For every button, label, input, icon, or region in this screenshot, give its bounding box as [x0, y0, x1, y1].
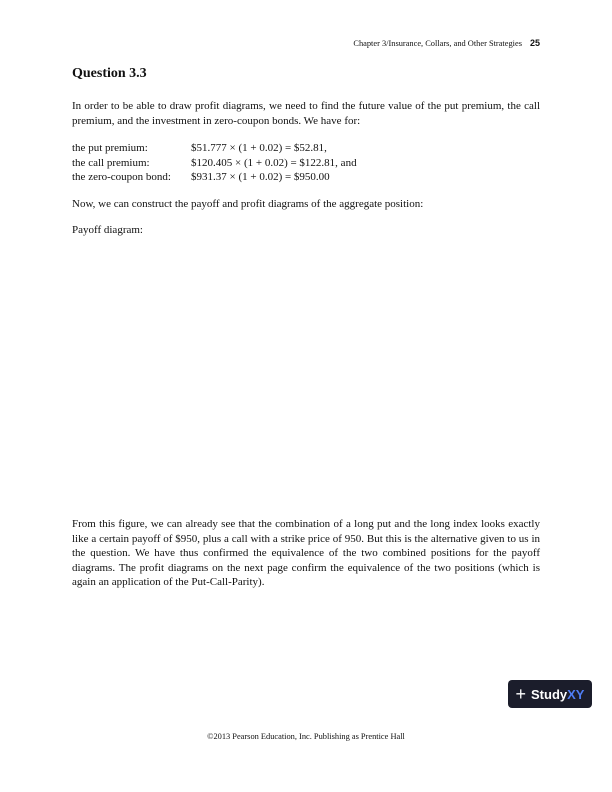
badge-prefix: Study: [531, 686, 568, 702]
premium-value: $931.37 × (1 + 0.02) = $950.00: [191, 171, 330, 183]
premium-label: the zero-coupon bond:: [72, 171, 171, 183]
question-title: Question 3.3: [72, 66, 147, 81]
premium-value: $51.777 × (1 + 0.02) = $52.81,: [191, 142, 327, 154]
page-number: 25: [529, 38, 540, 48]
plus-icon: +: [515, 684, 527, 704]
footer-copyright: ©2013 Pearson Education, Inc. Publishing as Prentice Hall: [207, 732, 405, 741]
premium-row-put: [72, 141, 357, 156]
premium-list: [72, 141, 357, 185]
premium-label: the put premium:: [72, 142, 148, 154]
premium-value: $120.405 × (1 + 0.02) = $122.81, and: [191, 156, 357, 169]
studyxy-badge[interactable]: [508, 680, 592, 708]
construct-paragraph: Now, we can construct the payoff and profit diagrams of the aggregate position:: [72, 198, 424, 210]
conclusion-paragraph: From this figure, we can already see that the combination of a long put and the long index looks exactly like a certain payoff of $950, plus a call with a strike price of 950. But this is the alternative given to us in the question. We have thus confirmed the equivalence of the two combined positions for the payoff diagrams. The profit diagrams on the next page confirm the equivalence of the two positions (which is again an application of the Put-Call-Parity).: [72, 518, 540, 588]
chapter-title: Chapter 3/Insurance, Collars, and Other Strategies: [353, 39, 522, 48]
payoff-diagram-area: [72, 248, 540, 506]
running-header: [72, 38, 540, 48]
badge-suffix: XY: [567, 686, 585, 702]
premium-label: the call premium:: [72, 156, 150, 169]
payoff-diagram-label: Payoff diagram:: [72, 224, 143, 236]
premium-row-bond: [72, 170, 357, 185]
premium-row-call: [72, 156, 357, 171]
intro-paragraph: In order to be able to draw profit diagrams, we need to find the future value of the put premium, the call premium, and the investment in zero-coupon bonds. We have for:: [72, 100, 540, 127]
